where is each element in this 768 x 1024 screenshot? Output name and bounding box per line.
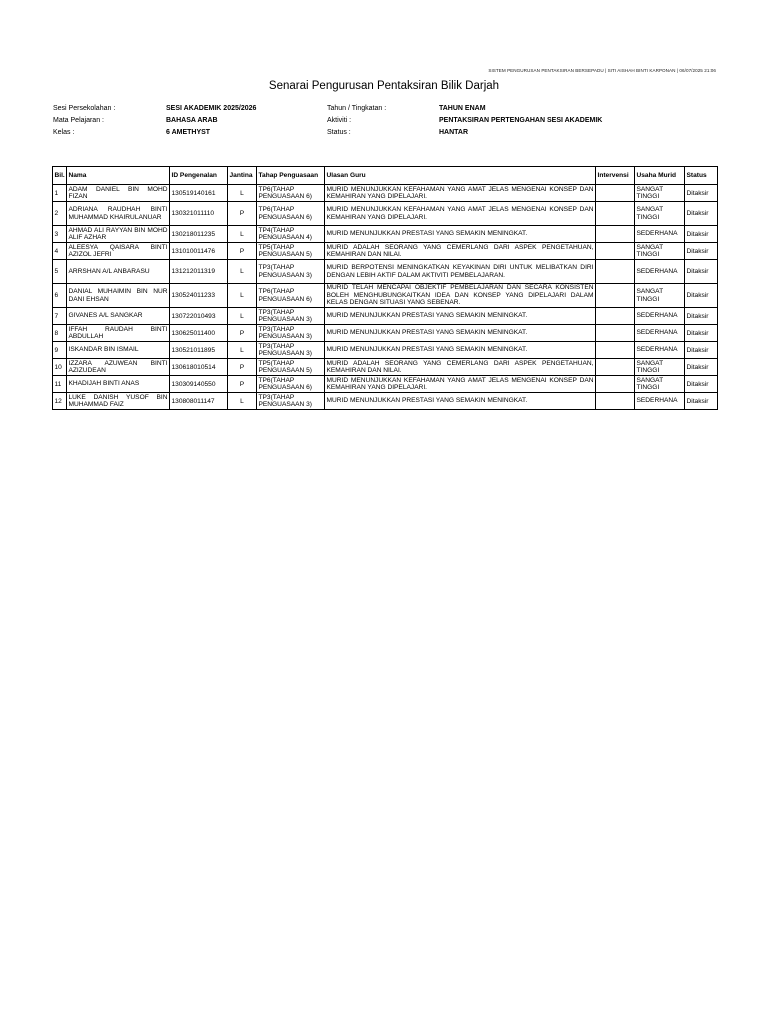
meta-row	[53, 103, 256, 115]
cell-id: 130218011235	[170, 226, 228, 243]
meta-label: Tahun / Tingkatan :	[327, 105, 387, 112]
meta-label: Status :	[327, 129, 351, 136]
table-row	[53, 393, 718, 410]
meta-value: TAHUN ENAM	[439, 105, 486, 112]
meta-row	[327, 103, 602, 115]
cell-tahap: TP6(TAHAP PENGUASAAN 6)	[257, 185, 325, 202]
table-header-row	[53, 167, 718, 185]
cell-status: Ditaksir	[685, 226, 718, 243]
cell-status: Ditaksir	[685, 393, 718, 410]
cell-nama: GIVANES A/L SANGKAR	[67, 308, 170, 325]
cell-usaha: SANGAT TINGGI	[635, 202, 685, 226]
cell-usaha: SANGAT TINGGI	[635, 376, 685, 393]
cell-id: 130321011110	[170, 202, 228, 226]
cell-jantina: L	[228, 185, 257, 202]
col-header-jantina: Jantina	[228, 167, 257, 185]
cell-id: 130618010514	[170, 359, 228, 376]
meta-left	[53, 103, 256, 139]
table-row	[53, 376, 718, 393]
cell-nama: DANIAL MUHAIMIN BIN NUR DANI EHSAN	[67, 284, 170, 308]
cell-usaha: SEDERHANA	[635, 226, 685, 243]
cell-intervensi	[596, 376, 635, 393]
table-row	[53, 284, 718, 308]
cell-usaha: SEDERHANA	[635, 308, 685, 325]
meta-label: Aktiviti :	[327, 117, 352, 124]
cell-id: 130309140550	[170, 376, 228, 393]
cell-intervensi	[596, 185, 635, 202]
cell-usaha: SEDERHANA	[635, 325, 685, 342]
cell-tahap: TP6(TAHAP PENGUASAAN 6)	[257, 284, 325, 308]
cell-tahap: TP3(TAHAP PENGUASAAN 3)	[257, 308, 325, 325]
meta-row	[53, 127, 256, 139]
cell-status: Ditaksir	[685, 202, 718, 226]
cell-ulasan: MURID MENUNJUKKAN KEFAHAMAN YANG AMAT JELAS MENGENAI KONSEP DAN KEMAHIRAN YANG DIPELAJARI.	[325, 202, 596, 226]
cell-bil: 6	[53, 284, 67, 308]
cell-status: Ditaksir	[685, 342, 718, 359]
cell-ulasan: MURID ADALAH SEORANG YANG CEMERLANG DARI ASPEK PENGETAHUAN, KEMAHIRAN DAN NILAI.	[326, 359, 594, 374]
table-row	[53, 226, 718, 243]
cell-tahap: TP6(TAHAP PENGUASAAN 6)	[257, 202, 325, 226]
table-row	[53, 342, 718, 359]
cell-intervensi	[596, 202, 635, 226]
cell-jantina: P	[228, 243, 257, 260]
col-header-id: ID Pengenalan	[170, 167, 228, 185]
cell-intervensi	[596, 260, 635, 284]
table-row	[53, 185, 718, 202]
cell-ulasan: MURID MENUNJUKKAN PRESTASI YANG SEMAKIN MENINGKAT.	[325, 308, 596, 325]
cell-tahap: TP3(TAHAP PENGUASAAN 3)	[257, 260, 325, 284]
table-row	[53, 359, 718, 376]
cell-tahap: TP3(TAHAP PENGUASAAN 3)	[257, 393, 325, 410]
cell-ulasan: MURID ADALAH SEORANG YANG CEMERLANG DARI ASPEK PENGETAHUAN, KEMAHIRAN DAN NILAI.	[326, 243, 594, 258]
cell-bil: 10	[53, 359, 67, 376]
cell-nama: ALEESYA QAISARA BINTI AZIZOL JEFRI	[68, 243, 168, 258]
cell-usaha: SANGAT TINGGI	[635, 185, 685, 202]
cell-jantina: P	[228, 376, 257, 393]
cell-status: Ditaksir	[685, 359, 718, 376]
cell-intervensi	[596, 284, 635, 308]
cell-status: Ditaksir	[685, 185, 718, 202]
cell-status: Ditaksir	[685, 325, 718, 342]
cell-intervensi	[596, 325, 635, 342]
meta-value: 6 AMETHYST	[166, 129, 211, 136]
cell-nama: ADAM DANIEL BIN MOHD FIZAN	[68, 185, 168, 200]
cell-tahap: TP6(TAHAP PENGUASAAN 6)	[257, 376, 325, 393]
cell-nama: KHADIJAH BINTI ANAS	[67, 376, 170, 393]
cell-nama: IZZARA AZUWEAN BINTI AZIZUDEAN	[68, 359, 168, 374]
cell-jantina: L	[228, 393, 257, 410]
meta-row	[327, 115, 602, 127]
cell-jantina: L	[228, 226, 257, 243]
col-header-usaha: Usaha Murid	[635, 167, 685, 185]
cell-nama: ISKANDAR BIN ISMAIL	[67, 342, 170, 359]
cell-intervensi	[596, 393, 635, 410]
col-header-tahap: Tahap Penguasaan	[257, 167, 325, 185]
meta-value: HANTAR	[439, 129, 469, 136]
cell-ulasan: MURID TELAH MENCAPAI OBJEKTIF PEMBELAJARAN DAN SECARA KONSISTEN BOLEH MENGHUBUNGKAITKAN IDEA DAN KONSEP YANG DIPELAJARI DALAM KELAS DENGAN SITUASI YANG SEBENAR.	[326, 284, 594, 307]
cell-usaha: SANGAT TINGGI	[635, 359, 685, 376]
cell-ulasan: MURID MENUNJUKKAN KEFAHAMAN YANG AMAT JELAS MENGENAI KONSEP DAN KEMAHIRAN YANG DIPELAJARI.	[326, 185, 594, 200]
cell-bil: 3	[53, 226, 67, 243]
cell-intervensi	[596, 243, 635, 260]
cell-bil: 11	[53, 376, 67, 393]
cell-jantina: P	[228, 325, 257, 342]
cell-usaha: SEDERHANA	[635, 342, 685, 359]
meta-label: Kelas :	[53, 129, 75, 136]
cell-bil: 2	[53, 202, 67, 226]
cell-tahap: TP5(TAHAP PENGUASAAN 5)	[257, 359, 325, 376]
cell-nama: ADRIANA RAUDHAH BINTI MUHAMMAD KHAIRULANUAR	[67, 202, 170, 226]
table-row	[53, 243, 718, 260]
cell-id: 130625011400	[170, 325, 228, 342]
cell-status: Ditaksir	[685, 260, 718, 284]
cell-jantina: L	[228, 342, 257, 359]
cell-jantina: P	[228, 202, 257, 226]
cell-id: 130521011895	[170, 342, 228, 359]
col-header-bil: Bil.	[53, 167, 67, 185]
cell-nama: IFFAH RAUDAH BINTI ABDULLAH	[68, 325, 168, 340]
cell-status: Ditaksir	[685, 284, 718, 308]
cell-intervensi	[596, 226, 635, 243]
cell-id: 131212011319	[170, 260, 228, 284]
col-header-ulasan: Ulasan Guru	[325, 167, 596, 185]
cell-nama: AHMAD ALI RAYYAN BIN MOHD ALIF AZHAR	[68, 226, 168, 241]
cell-id: 130519140161	[170, 185, 228, 202]
cell-status: Ditaksir	[685, 308, 718, 325]
table-row	[53, 308, 718, 325]
cell-tahap: TP3(TAHAP PENGUASAAN 3)	[257, 342, 325, 359]
cell-ulasan: MURID BERPOTENSI MENINGKATKAN KEYAKINAN DIRI UNTUK MELIBATKAN DIRI DENGAN LEBIH AKTIF DALAM AKTIVITI PEMBELAJARAN.	[325, 260, 596, 284]
cell-usaha: SEDERHANA	[635, 393, 685, 410]
cell-bil: 12	[53, 393, 67, 410]
cell-jantina: L	[228, 308, 257, 325]
cell-bil: 8	[53, 325, 67, 342]
cell-tahap: TP4(TAHAP PENGUASAAN 4)	[257, 226, 325, 243]
cell-id: 130808011147	[170, 393, 228, 410]
col-header-intervensi: Intervensi	[596, 167, 635, 185]
cell-nama: ARRSHAN A/L ANBARASU	[67, 260, 170, 284]
cell-tahap: TP5(TAHAP PENGUASAAN 5)	[257, 243, 325, 260]
table-row	[53, 202, 718, 226]
cell-jantina: P	[228, 359, 257, 376]
system-header-line: SISTEM PENGURUSAN PENTAKSIRAN BERSEPADU | SITI AISHAH BINTI KARPONAN | 06/07/2025 21:06	[488, 68, 716, 73]
assessment-table	[52, 166, 718, 410]
table-row	[53, 260, 718, 284]
meta-value: PENTAKSIRAN PERTENGAHAN SESI AKADEMIK	[439, 117, 603, 124]
meta-value: BAHASA ARAB	[166, 117, 218, 124]
cell-usaha: SANGAT TINGGI	[635, 284, 685, 308]
cell-id: 131010011476	[170, 243, 228, 260]
cell-tahap: TP3(TAHAP PENGUASAAN 3)	[257, 325, 325, 342]
cell-status: Ditaksir	[685, 243, 718, 260]
cell-id: 130524011233	[170, 284, 228, 308]
cell-ulasan: MURID MENUNJUKKAN KEFAHAMAN YANG AMAT JELAS MENGENAI KONSEP DAN KEMAHIRAN YANG DIPELAJARI.	[326, 376, 594, 391]
col-header-status: Status	[685, 167, 718, 185]
meta-row	[327, 127, 602, 139]
cell-usaha: SEDERHANA	[635, 260, 685, 284]
cell-bil: 9	[53, 342, 67, 359]
cell-jantina: L	[228, 260, 257, 284]
cell-bil: 1	[53, 185, 67, 202]
cell-intervensi	[596, 342, 635, 359]
table-row	[53, 325, 718, 342]
cell-id: 130722010493	[170, 308, 228, 325]
cell-bil: 5	[53, 260, 67, 284]
cell-ulasan: MURID MENUNJUKKAN PRESTASI YANG SEMAKIN MENINGKAT.	[325, 325, 596, 342]
meta-label: Sesi Persekolahan :	[53, 105, 116, 112]
col-header-nama: Nama	[67, 167, 170, 185]
meta-right	[327, 103, 602, 139]
cell-jantina: L	[228, 284, 257, 308]
page-title: Senarai Pengurusan Pentaksiran Bilik Darjah	[268, 80, 500, 92]
meta-label: Mata Pelajaran :	[53, 117, 104, 124]
cell-usaha: SANGAT TINGGI	[635, 243, 685, 260]
meta-row	[53, 115, 256, 127]
cell-intervensi	[596, 308, 635, 325]
cell-bil: 4	[53, 243, 67, 260]
cell-bil: 7	[53, 308, 67, 325]
cell-ulasan: MURID MENUNJUKKAN PRESTASI YANG SEMAKIN MENINGKAT.	[325, 393, 596, 410]
cell-ulasan: MURID MENUNJUKKAN PRESTASI YANG SEMAKIN MENINGKAT.	[325, 226, 596, 243]
cell-intervensi	[596, 359, 635, 376]
meta-value: SESI AKADEMIK 2025/2026	[166, 105, 257, 112]
cell-status: Ditaksir	[685, 376, 718, 393]
cell-nama: LUKE DANISH YUSOF BIN MUHAMMAD FAIZ	[68, 393, 168, 408]
table-body	[53, 185, 718, 410]
cell-ulasan: MURID MENUNJUKKAN PRESTASI YANG SEMAKIN MENINGKAT.	[325, 342, 596, 359]
